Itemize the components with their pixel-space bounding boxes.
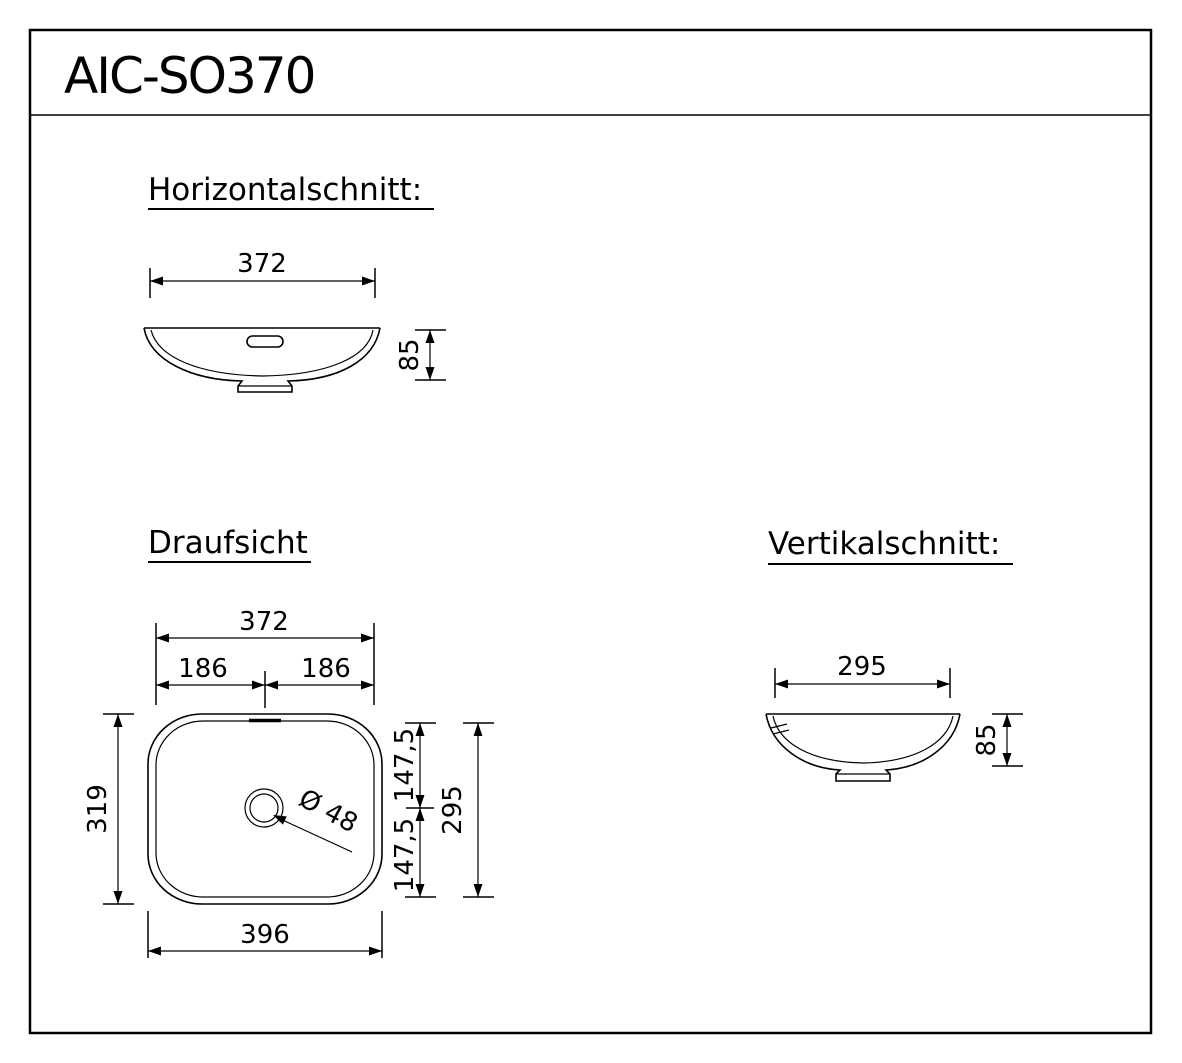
overflow-slot [247,336,283,347]
drain-hole-circle [250,794,278,822]
dim-value: 319 [83,784,113,834]
dim-horizontal-section-width [150,249,375,298]
arrow-right-icon [361,634,374,643]
arrow-down-icon [1003,753,1012,766]
dim-value: 372 [237,249,287,279]
arrow-down-icon [426,367,435,380]
arrow-right-icon [362,277,375,286]
arrow-up-icon [1003,714,1012,727]
dim-value: 372 [239,607,289,637]
dim-value: 85 [395,338,425,372]
drain-flange-circle [245,789,283,827]
dim-value: 396 [240,920,290,950]
drawing-title: AIC-SO370 [64,47,315,105]
dim-value-right: 186 [301,654,351,684]
dim-top-view-outer-height [83,714,134,904]
basin-side-outline [766,714,960,781]
top-view-label: Draufsicht [148,525,308,561]
arrow-down-icon [474,884,483,897]
dim-value-top: 147,5 [390,727,420,803]
arrow-left-icon [265,681,278,690]
arrow-left-icon [150,277,163,286]
arrow-left-icon [148,947,161,956]
arrow-right-icon [252,681,265,690]
dim-value-left: 186 [178,654,228,684]
dim-value-bottom: 147,5 [390,817,420,893]
vertical-section-view [766,526,1023,781]
dim-value: 295 [438,785,468,835]
horizontal-section-view [144,172,446,392]
basin-inner-profile [773,716,953,763]
drain-diameter-label: Ø 48 [293,783,363,840]
horizontal-section-label: Horizontalschnitt: [148,172,423,208]
arrow-up-icon [114,714,123,727]
basin-outer-profile [766,714,960,781]
dim-value: 85 [972,723,1002,757]
basin-front-outline [144,328,380,392]
arrow-up-icon [474,723,483,736]
dim-top-view-half-heights [390,723,436,897]
arrow-right-icon [361,681,374,690]
dim-top-view-outer-width [148,911,382,958]
dim-horizontal-section-height [395,330,446,380]
arrow-left-icon [156,634,169,643]
overflow-notch-line [771,724,787,728]
dim-value: 295 [837,652,887,682]
arrow-right-icon [937,680,950,689]
arrow-right-icon [369,947,382,956]
arrow-up-icon [426,330,435,343]
dim-vertical-section-width [775,652,950,698]
vertical-section-label: Vertikalschnitt: [768,526,1001,562]
arrow-left-icon [156,681,169,690]
top-view [83,525,494,958]
dim-top-view-half-widths [156,654,374,708]
basin-top-outline [148,714,382,904]
arrow-down-icon [114,891,123,904]
dim-top-view-inner-height [438,723,494,897]
dim-vertical-section-height [972,714,1023,766]
arrow-left-icon [775,680,788,689]
